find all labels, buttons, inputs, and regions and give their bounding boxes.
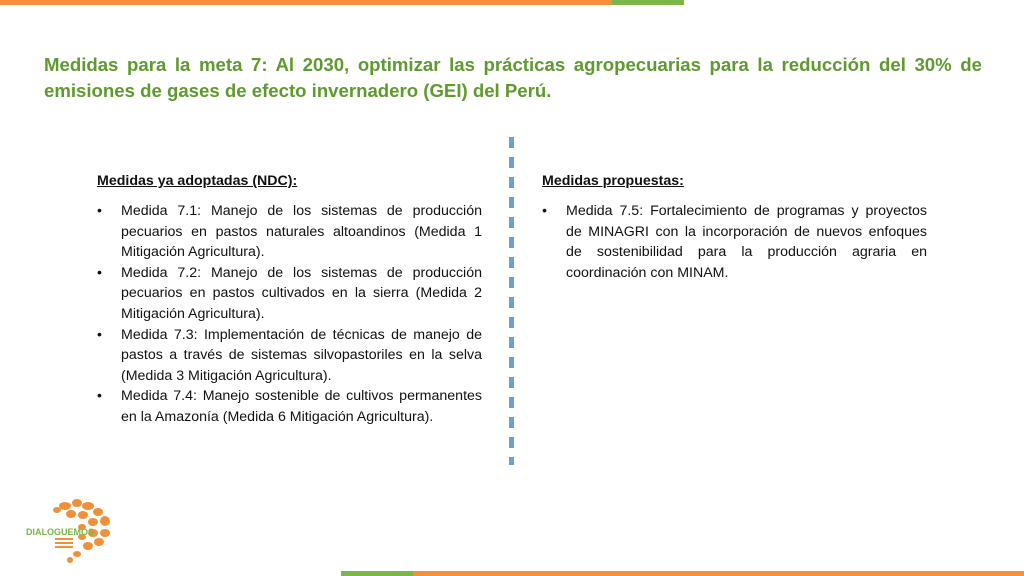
list-item: • Medida 7.5: Fortalecimiento de programas y proyectos de MINAGRI con la incorporación de nuevos enfoques de sostenibilidad para la producción agraria en coordinación con MINAM. [542, 203, 927, 281]
adopted-measures-heading: Medidas ya adoptadas (NDC): [97, 173, 298, 189]
column-divider [509, 137, 514, 465]
proposed-measures-heading: Medidas propuestas: [542, 173, 684, 189]
bullet-icon: • [97, 203, 102, 219]
adopted-measures-column [97, 171, 482, 428]
proposed-measures-list [542, 201, 927, 283]
bullet-icon: • [542, 203, 547, 219]
proposed-measures-column [542, 171, 927, 283]
bottom-green-bar [341, 571, 413, 576]
list-item: • Medida 7.3: Implementación de técnicas de manejo de pastos a través de sistemas silvopastoriles en la selva (Medida 3 Mitigación Agricultura). [97, 326, 482, 384]
bullet-icon: • [97, 388, 102, 405]
list-item: • Medida 7.2: Manejo de los sistemas de producción pecuarios en pastos cultivados en la sierra (Medida 2 Mitigación Agricultura). [97, 264, 482, 322]
adopted-measures-list [97, 201, 482, 428]
speech-bubbles-brain-icon [25, 494, 115, 566]
top-orange-bar [0, 0, 612, 5]
list-item: • Medida 7.4: Manejo sostenible de cultivos permanentes en la Amazonía (Medida 6 Mitigación Agricultura). [97, 388, 482, 425]
top-green-bar [612, 0, 684, 5]
slide-title: Medidas para la meta 7: Al 2030, optimizar las prácticas agropecuarias para la reducción del 30% de emisiones de gases de efecto invernadero (GEI) del Perú. [44, 54, 982, 101]
bottom-orange-bar [413, 571, 1024, 576]
bullet-icon: • [97, 264, 102, 281]
bullet-icon: • [97, 326, 102, 343]
list-item: • Medida 7.1: Manejo de los sistemas de producción pecuarios en pastos naturales altoandinos (Medida 1 Mitigación Agricultura). [97, 203, 482, 261]
logo-text: DIALOGUEMOS [26, 527, 95, 537]
dialoguemos-logo [25, 494, 115, 566]
